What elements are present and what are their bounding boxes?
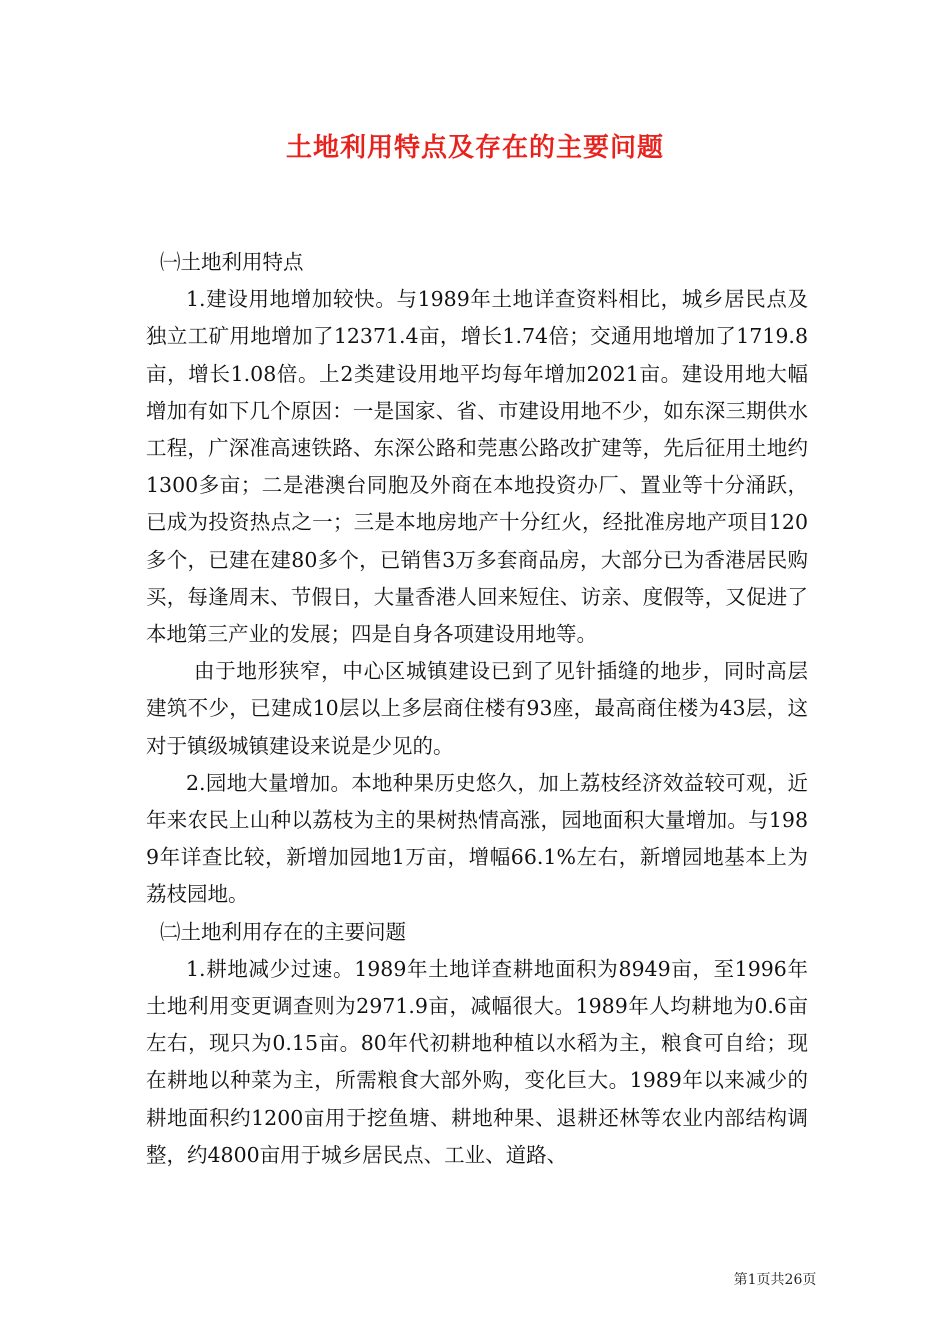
section-heading-problems: ㈡土地利用存在的主要问题 (160, 919, 406, 944)
document-body (146, 244, 808, 1174)
paragraph-farmland-decrease: 1.耕地减少过速。1989年土地详查耕地面积为8949亩，至1996年土地利用变更调查则为2971.9亩，减幅很大。1989年人均耕地为0.6亩左右，现只为0.15亩。80年代初耕地种植以水稻为主，粮食可自给；现在耕地以种菜为主，所需粮食大部外购，变化巨大。1989年以来减少的耕地面积约1200亩用于挖鱼塘、耕地种果、退耕还林等农业内部结构调整，约4800亩用于城乡居民点、工业、道路、 (146, 956, 808, 1167)
section-heading-features: ㈠土地利用特点 (160, 250, 304, 274)
page-number: 第1页共26页 (733, 1272, 817, 1288)
paragraph-terrain: 由于地形狭窄，中心区城镇建设已到了见针插缝的地步，同时高层建筑不少，已建成10层以上多层商住楼有93座，最高商住楼为43层，这对于镇级城镇建设来说是少见的。 (146, 659, 808, 758)
paragraph-orchard-land: 2.园地大量增加。本地种果历史悠久，加上荔枝经济效益较可观，近年来农民上山种以荔枝为主的果树热情高涨，园地面积大量增加。与1989年详查比较，新增加园地1万亩，增幅66.1%左右，新增园地基本上为荔枝园地。 (146, 770, 808, 907)
document-title: 土地利用特点及存在的主要问题 (285, 133, 664, 163)
paragraph-construction-land: 1.建设用地增加较快。与1989年土地详查资料相比，城乡居民点及独立工矿用地增加了12371.4亩，增长1.74倍；交通用地增加了1719.8亩，增长1.08倍。上2类建设用地平均每年增加2021亩。建设用地大幅增加有如下几个原因：一是国家、省、市建设用地不少，如东深三期供水工程，广深准高速铁路、东深公路和莞惠公路改扩建等，先后征用土地约1300多亩；二是港澳台同胞及外商在本地投资办厂、置业等十分涌跃，已成为投资热点之一；三是本地房地产十分红火，经批准房地产项目120多个，已建在建80多个，已销售3万多套商品房，大部分已为香港居民购买，每逢周末、节假日，大量香港人回来短住、访亲、度假等，又促进了本地第三产业的发展；四是自身各项建设用地等。 (146, 287, 808, 647)
